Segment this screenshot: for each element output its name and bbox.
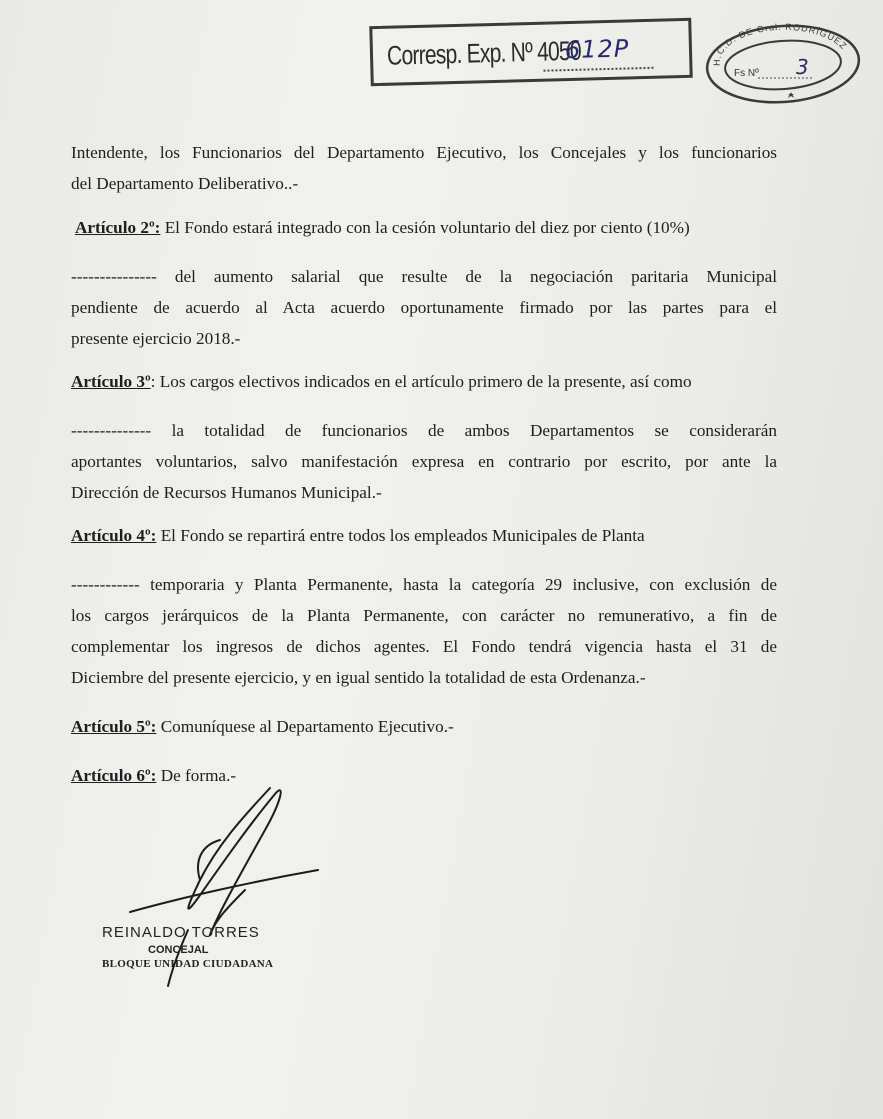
article-4-text: El Fondo se repartirá entre todos los empleados Municipales de Planta	[156, 526, 645, 545]
seal-folio-label: Fs Nº	[734, 68, 759, 79]
seal-star-icon	[788, 92, 794, 98]
intro-line: del Departamento Deliberativo..-	[71, 174, 299, 193]
article-2-text: El Fondo estará integrado con la cesión voluntario del diez por ciento (10%)	[160, 218, 690, 237]
article-3-line: aportantes voluntarios, salvo manifestación expresa en contrario por escrito, por ante la	[71, 452, 777, 471]
article-3-line: Dirección de Recursos Humanos Municipal.-	[71, 483, 382, 502]
expediente-stamp	[369, 18, 692, 86]
article-2	[71, 212, 777, 354]
article-4-line: ------------ temporaria y Planta Permanente, hasta la categoría 29 inclusive, con exclusión de	[71, 575, 777, 594]
stamp-handwritten-number: 612P	[564, 34, 630, 65]
article-2-line: presente ejercicio 2018.-	[71, 329, 241, 348]
seal-folio-number: 3	[796, 55, 809, 79]
article-5-text: Comuníquese al Departamento Ejecutivo.-	[156, 717, 454, 736]
signer-name: REINALDO TORRES	[102, 924, 260, 941]
signer-title: CONCEJAL	[148, 944, 209, 956]
article-4-line: los cargos jerárquicos de la Planta Permanente, con carácter no remunerativo, a fin de	[71, 606, 777, 625]
article-5	[71, 711, 777, 742]
article-6-heading: Artículo 6º:	[71, 766, 157, 785]
article-3	[71, 366, 777, 508]
article-3-text: : Los cargos electivos indicados en el artículo primero de la presente, así como	[150, 372, 692, 391]
signer-bloque: BLOQUE UNIDAD CIUDADANA	[102, 958, 274, 970]
article-2-line: pendiente de acuerdo al Acta acuerdo oportunamente firmado por las partes para el	[71, 298, 777, 317]
article-4-line: Diciembre del presente ejercicio, y en igual sentido la totalidad de esta Ordenanza.-	[71, 668, 646, 687]
article-5-heading: Artículo 5º:	[71, 717, 157, 736]
seal-ring-text: H.C.D. DE Gral. RODRÍGUEZ	[711, 21, 850, 67]
stamp-underline	[543, 67, 653, 72]
article-2-line: --------------- del aumento salarial que resulte de la negociación paritaria Municipal	[71, 267, 777, 286]
article-4	[71, 520, 777, 693]
article-6-text: De forma.-	[156, 766, 237, 785]
stamp-label: Corresp. Exp. Nº 4050	[386, 35, 582, 71]
article-4-line: complementar los ingresos de dichos agentes. El Fondo tendrá vigencia hasta el 31 de	[71, 637, 777, 656]
svg-text:H.C.D. DE Gral. RODRÍGUEZ	[712, 22, 849, 66]
intro-paragraph	[71, 137, 777, 199]
article-3-line: -------------- la totalidad de funcionarios de ambos Departamentos se considerarán	[71, 421, 777, 440]
article-2-heading: Artículo 2º:	[75, 218, 161, 237]
hcd-seal	[702, 20, 862, 106]
article-4-heading: Artículo 4º:	[71, 526, 157, 545]
intro-line: Intendente, los Funcionarios del Departamento Ejecutivo, los Concejales y los funcionarios	[71, 143, 777, 162]
handwritten-signature	[70, 770, 390, 990]
article-3-heading: Artículo 3º	[71, 372, 151, 391]
